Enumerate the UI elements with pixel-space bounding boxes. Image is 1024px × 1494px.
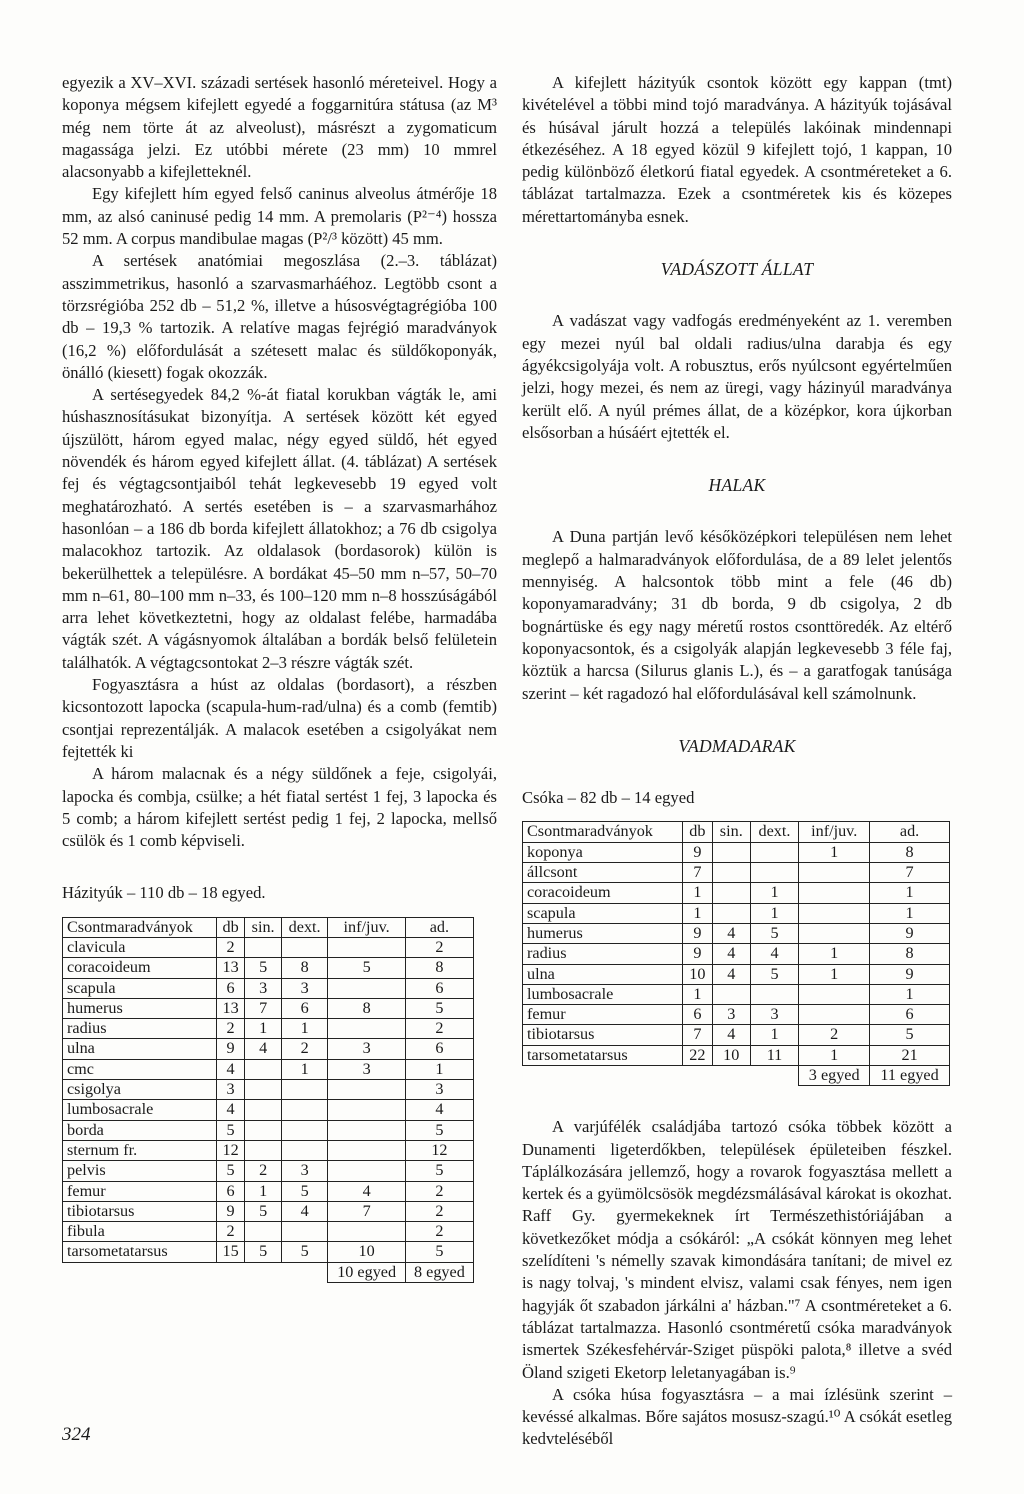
table-cell: 2	[281, 1039, 328, 1059]
table-cell: 4	[216, 1100, 245, 1120]
table-cell: 4	[712, 1025, 750, 1045]
table-blank-cell	[523, 1065, 799, 1085]
table-cell: 8	[405, 958, 473, 978]
table-header-row	[63, 917, 474, 937]
table-total-juv: 10 egyed	[328, 1262, 405, 1282]
table-cell: 1	[682, 903, 712, 923]
table-title-chicken: Házityúk – 110 db – 18 egyed.	[62, 883, 266, 903]
table-row	[523, 964, 950, 984]
table-cell	[750, 842, 799, 862]
table-cell: ulna	[523, 964, 683, 984]
chicken-bones-table	[62, 917, 474, 1283]
table-row	[523, 1025, 950, 1045]
paragraph: A vadászat vagy vadfogás eredményeként az 1. veremben egy mezei nyúl bal oldali radius/ulna darabja és egy ágyékcsigolyája volt. A robusztus, erős nyúlcsont egyértelműen jelzi, hogy mezei, és nem az üregi, vagy házinyúl maradványa került elő. A nyúl prémes állat, de a középkor, kora újkorban elsősorban a húsáért ejtették el.	[522, 311, 952, 442]
table-row	[63, 1059, 474, 1079]
table-cell: 4	[216, 1059, 245, 1079]
table-cell: 7	[682, 1025, 712, 1045]
table-total-row	[63, 1262, 474, 1282]
table-cell	[245, 1100, 281, 1120]
paragraph: A kifejlett házityúk csontok között egy kappan (tmt) kivételével a többi mind tojó maradványa. A házityúk tojásával és húsával járult hozzá a település lakóinak mindennapi étkezéséhez. A 18 egyed közül 9 kifejlett tojó, 1 kappan, 10 pedig különböző életkorú fiatal egyedek. A csontméreteket a 6. táblázat tartalmazza. Ezek a csontméretek kis és közepes mérettartományba esnek.	[522, 73, 952, 226]
table-cell: 1	[750, 883, 799, 903]
table-cell: 10	[682, 964, 712, 984]
table-cell	[281, 1222, 328, 1242]
table-row	[63, 1140, 474, 1160]
table-cell: 2	[245, 1161, 281, 1181]
table-cell	[799, 923, 870, 943]
table-cell: 7	[245, 998, 281, 1018]
table-row	[523, 1005, 950, 1025]
table-cell: 10	[712, 1045, 750, 1065]
table-cell: 3	[245, 978, 281, 998]
table-cell: clavicula	[63, 937, 217, 957]
table-cell: 9	[682, 923, 712, 943]
paragraph: A sertések anatómiai megoszlása (2.–3. táblázat) asszimmetrikus, hasonló a szarvasmarháéhoz. Legtöbb csont a törzsrégióba 252 db – 51,2 %, illetve a húsosvégtagrégióba 100 db – 19,3 % tartozik. A relatíve magas fejrégió maradványok (16,2 %) előfordulását a szétesett malac és süldőkoponyák, önálló (kiesett) fogak okozzák.	[62, 251, 497, 382]
table-cell: 5	[216, 1120, 245, 1140]
table-cell: 5	[245, 1201, 281, 1221]
table-cell	[328, 1140, 405, 1160]
paragraph: A sertésegyedek 84,2 %-át fiatal korukban vágták le, ami húshasznosításukat bizonyítja. A sertések között két egyed újszülött, három egyed malac, négy egyed süldő, hét egyed növendék és három egyed kifejlett állat. (4. táblázat) A sertések fej és végtagcsontjaiból tehát legkevesebb 19 egyed volt meghatározható. A sertés esetében is – a szarvasmarhához hasonlóan – a 186 db borda kifejlett állatokhoz; a 76 db csigolya malacokhoz tartozik. Az oldalasok (bordasorok) külön is bekerülhettek a településre. A bordákat 45–50 mm n–57, 50–70 mm n–61, 80–100 mm n–33, és 100–120 mm n–8 hosszúságából arra lehet következtetni, hogy az oldalast felébe, harmadába vágták szét. A vágásnyomok általában a bordák belső felületein találhatók. A végtagcsontokat 2–3 részre vágták szét.	[62, 385, 497, 672]
table-cell: 9	[870, 923, 950, 943]
table-row	[63, 1100, 474, 1120]
table-header-cell: dext.	[750, 822, 799, 842]
table-cell	[245, 937, 281, 957]
table-row	[523, 903, 950, 923]
page-number: 324	[62, 1424, 91, 1445]
table-cell: koponya	[523, 842, 683, 862]
table-cell	[750, 984, 799, 1004]
table-cell: radius	[63, 1019, 217, 1039]
table-cell: 12	[405, 1140, 473, 1160]
table-cell: 1	[750, 1025, 799, 1045]
table-cell	[712, 883, 750, 903]
table-cell	[750, 863, 799, 883]
table-cell: 11	[750, 1045, 799, 1065]
table-cell: 5	[245, 1242, 281, 1262]
table-row	[63, 1039, 474, 1059]
table-cell: 2	[405, 1201, 473, 1221]
table-header-cell: inf/juv.	[799, 822, 870, 842]
table-cell: femur	[523, 1005, 683, 1025]
table-cell	[245, 1222, 281, 1242]
table-cell: 2	[405, 937, 473, 957]
table-cell: 6	[870, 1005, 950, 1025]
table-cell	[245, 1080, 281, 1100]
table-cell: 1	[870, 903, 950, 923]
table-cell: ulna	[63, 1039, 217, 1059]
table-cell: 8	[870, 944, 950, 964]
table-cell: 4	[712, 964, 750, 984]
table-cell: 1	[281, 1019, 328, 1039]
table-row	[63, 937, 474, 957]
table-cell: 13	[216, 958, 245, 978]
table-cell: 3	[328, 1059, 405, 1079]
table-cell: tarsometatarsus	[63, 1242, 217, 1262]
table-cell: 1	[799, 964, 870, 984]
table-cell: humerus	[523, 923, 683, 943]
table-cell	[281, 1140, 328, 1160]
table-row	[523, 883, 950, 903]
table-cell	[245, 1059, 281, 1079]
table-cell: 9	[216, 1039, 245, 1059]
table-cell	[799, 863, 870, 883]
table-cell	[328, 1161, 405, 1181]
table-cell: 3	[328, 1039, 405, 1059]
table-cell: 6	[216, 1181, 245, 1201]
paragraph: A három malacnak és a négy süldőnek a feje, csigolyái, lapocka és combja, csülke; a hét fiatal sertést 1 fej, 3 lapocka és 5 comb; a három kifejlett sertést pedig 1 fej, 2 lapocka, mellső csülök és 1 comb képviseli.	[62, 764, 497, 851]
table-header-cell: Csontmaradványok	[63, 917, 217, 937]
table-cell: 1	[405, 1059, 473, 1079]
table-cell: 13	[216, 998, 245, 1018]
table-cell: csigolya	[63, 1080, 217, 1100]
table-cell: coracoideum	[523, 883, 683, 903]
table-cell: 2	[405, 1222, 473, 1242]
table-cell: állcsont	[523, 863, 683, 883]
table-cell: 3	[216, 1080, 245, 1100]
table-cell	[328, 1222, 405, 1242]
table-cell: 1	[281, 1059, 328, 1079]
table-title-jackdaw: Csóka – 82 db – 14 egyed	[522, 788, 695, 808]
table-cell: coracoideum	[63, 958, 217, 978]
table-header-row	[523, 822, 950, 842]
table-cell: 2	[799, 1025, 870, 1045]
table-cell: 2	[216, 1222, 245, 1242]
table-cell: 3	[750, 1005, 799, 1025]
table-cell: 3	[712, 1005, 750, 1025]
table-row	[63, 1019, 474, 1039]
table-cell: scapula	[63, 978, 217, 998]
table-cell	[281, 1100, 328, 1120]
table-cell: scapula	[523, 903, 683, 923]
table-cell: 6	[216, 978, 245, 998]
table-cell: cmc	[63, 1059, 217, 1079]
table-row	[63, 1181, 474, 1201]
table-cell	[281, 1080, 328, 1100]
table-cell: radius	[523, 944, 683, 964]
table-cell: 3	[405, 1080, 473, 1100]
table-cell: 9	[682, 944, 712, 964]
table-header-cell: inf/juv.	[328, 917, 405, 937]
table-cell: 5	[870, 1025, 950, 1045]
table-total-row	[523, 1065, 950, 1085]
left-column	[62, 72, 497, 1283]
table-cell: 21	[870, 1045, 950, 1065]
table-cell: 10	[328, 1242, 405, 1262]
table-cell: 9	[870, 964, 950, 984]
table-cell: humerus	[63, 998, 217, 1018]
table-row	[523, 984, 950, 1004]
table-cell	[799, 903, 870, 923]
table-cell: 9	[216, 1201, 245, 1221]
table-cell	[281, 1120, 328, 1140]
table-cell	[245, 1140, 281, 1160]
table-cell: 4	[281, 1201, 328, 1221]
table-header-cell: db	[216, 917, 245, 937]
table-cell: 5	[750, 923, 799, 943]
table-row	[63, 1222, 474, 1242]
right-column	[522, 72, 952, 1451]
table-cell	[712, 842, 750, 862]
table-cell	[281, 937, 328, 957]
table-cell: 8	[870, 842, 950, 862]
table-cell: lumbosacrale	[63, 1100, 217, 1120]
paragraph: A varjúfélék családjába tartozó csóka többek között a Dunamenti ligeterdőkben, települések épületeiben fészkel. Táplálkozására jellemző, hogy a rovarok fogyasztása mellett a kertek és a gyümölcsösök megdézsmálásával károkat is okozhat. Raff Gy. gyermekeknek írt Természethistóriájában a következőket módja a csókáról: „A csókát könnyen meg lehet szelídíteni 's némelly szavak kimondására tanítani; de mivel ez is nagy tolvaj, 's mindent elvisz, valami csak fényes, nem igen hagyják őt szabadon járkálni a' házban."⁷ A csontméreteket a 6. táblázat tartalmazza. Hasonló csontméretű csóka maradványok ismertek Székesfehérvár-Sziget püspöki palota,⁸ illetve a svéd Öland szigeti Eketorp leletanyagában is.⁹	[522, 1117, 952, 1382]
table-cell: 5	[216, 1161, 245, 1181]
table-cell	[328, 1120, 405, 1140]
table-cell: 7	[870, 863, 950, 883]
table-cell: sternum fr.	[63, 1140, 217, 1160]
table-row	[63, 998, 474, 1018]
table-cell: 1	[682, 883, 712, 903]
paragraph: Fogyasztásra a húst az oldalas (bordasort), a részben kicsontozott lapocka (scapula-hum-rad/ulna) és a comb (femtib) csontjai reprezentálják. A malacok esetében a csigolyákat nem fejtették ki	[62, 675, 497, 761]
table-cell: pelvis	[63, 1161, 217, 1181]
table-cell: 2	[216, 937, 245, 957]
table-cell	[328, 978, 405, 998]
paragraph: Egy kifejlett hím egyed felső caninus alveolus átmérője 18 mm, az alsó caninusé pedig 14 mm. A premolaris (P²⁻⁴) hossza 52 mm. A corpus mandibulae magas (P²/³ között) 45 mm.	[62, 184, 497, 249]
table-row	[63, 1120, 474, 1140]
table-cell	[328, 1080, 405, 1100]
table-cell: 4	[405, 1100, 473, 1120]
table-cell: 1	[245, 1181, 281, 1201]
table-cell: 1	[799, 1045, 870, 1065]
table-cell	[328, 1100, 405, 1120]
table-cell: 5	[281, 1242, 328, 1262]
table-row	[63, 958, 474, 978]
section-heading-fish: HALAK	[708, 475, 766, 496]
table-cell: 1	[750, 903, 799, 923]
table-cell: 1	[799, 842, 870, 862]
table-row	[523, 863, 950, 883]
table-cell: 5	[405, 1120, 473, 1140]
table-cell	[799, 1005, 870, 1025]
table-cell: 7	[682, 863, 712, 883]
table-cell: 3	[281, 1161, 328, 1181]
table-cell: 1	[682, 984, 712, 1004]
table-cell	[712, 984, 750, 1004]
table-row	[63, 978, 474, 998]
table-cell	[799, 883, 870, 903]
table-cell: 9	[682, 842, 712, 862]
table-cell: 4	[245, 1039, 281, 1059]
table-cell: 4	[712, 923, 750, 943]
table-header-cell: ad.	[405, 917, 473, 937]
table-total-ad: 8 egyed	[405, 1262, 473, 1282]
table-cell: 7	[328, 1201, 405, 1221]
table-cell	[328, 1019, 405, 1039]
table-cell: 4	[750, 944, 799, 964]
table-row	[523, 1045, 950, 1065]
table-cell: 4	[328, 1181, 405, 1201]
table-cell: 6	[281, 998, 328, 1018]
table-cell: 8	[281, 958, 328, 978]
table-cell: borda	[63, 1120, 217, 1140]
table-blank-cell	[63, 1262, 328, 1282]
table-cell: 22	[682, 1045, 712, 1065]
table-cell: fibula	[63, 1222, 217, 1242]
table-cell	[712, 863, 750, 883]
table-cell: 6	[682, 1005, 712, 1025]
table-header-cell: sin.	[245, 917, 281, 937]
section-heading-hunted: VADÁSZOTT ÁLLAT	[660, 259, 814, 280]
table-cell: lumbosacrale	[523, 984, 683, 1004]
table-header-cell: dext.	[281, 917, 328, 937]
table-cell: femur	[63, 1181, 217, 1201]
table-cell: 5	[405, 998, 473, 1018]
table-cell: 5	[245, 958, 281, 978]
table-cell	[328, 937, 405, 957]
table-cell: 15	[216, 1242, 245, 1262]
table-cell: 2	[216, 1019, 245, 1039]
table-cell	[712, 903, 750, 923]
table-cell: 2	[405, 1019, 473, 1039]
table-row	[523, 944, 950, 964]
table-cell: 1	[245, 1019, 281, 1039]
table-cell: 5	[328, 958, 405, 978]
table-cell: tibiotarsus	[523, 1025, 683, 1045]
table-header-cell: ad.	[870, 822, 950, 842]
table-row	[523, 842, 950, 862]
table-row	[63, 1201, 474, 1221]
jackdaw-bones-table	[522, 821, 950, 1086]
table-cell: tibiotarsus	[63, 1201, 217, 1221]
table-cell: 12	[216, 1140, 245, 1160]
table-cell: 6	[405, 1039, 473, 1059]
table-cell: 1	[799, 944, 870, 964]
table-cell	[245, 1120, 281, 1140]
table-cell: tarsometatarsus	[523, 1045, 683, 1065]
paragraph: A csóka húsa fogyasztásra – a mai ízlésünk szerint – kevéssé alkalmas. Bőre sajátos mosusz-szagú.¹⁰ A csókát esetleg kedvteléséből	[522, 1384, 952, 1449]
table-row	[523, 923, 950, 943]
table-header-cell: sin.	[712, 822, 750, 842]
table-cell: 1	[870, 883, 950, 903]
table-cell: 8	[328, 998, 405, 1018]
table-cell: 1	[870, 984, 950, 1004]
table-cell: 4	[712, 944, 750, 964]
table-row	[63, 1080, 474, 1100]
table-row	[63, 1161, 474, 1181]
table-cell: 5	[405, 1242, 473, 1262]
table-header-cell: db	[682, 822, 712, 842]
paragraph: A Duna partján levő későközépkori településen nem lehet meglepő a halmaradványok előfordulása, de a 89 lelet jelentős mennyiség. A halcsontok több mint a fele (46 db) koponyamaradvány; 31 db borda, 9 db csigolya, 2 db bognártüske és egy nagy méretű rostos csonttöredék. Az eltérő koponyacsontok, és a csigolyák alapján legkevesebb 3 féle faj, köztük a harcsa (Silurus glanis L.), és – a garatfogak tanúsága szerint – két ragadozó hal előfordulásával kell számolnunk.	[522, 527, 952, 703]
table-cell: 2	[405, 1181, 473, 1201]
paragraph: egyezik a XV–XVI. századi sertések hasonló méreteivel. Hogy a koponya mégsem kifejlett egyedé a foggarnitúra státusa (az M³ még nem törte át az alveolust), másrészt a zygomaticum magassága jelzi. Ez utóbbi mérete (23 mm) 10 mmrel alacsonyabb a kifejletteknél.	[62, 73, 497, 182]
table-row	[63, 1242, 474, 1262]
table-cell	[799, 984, 870, 1004]
section-heading-birds: VADMADARAK	[678, 735, 796, 756]
table-cell: 3	[281, 978, 328, 998]
table-cell: 5	[405, 1161, 473, 1181]
table-total-ad: 11 egyed	[870, 1065, 950, 1085]
table-cell: 5	[750, 964, 799, 984]
table-total-juv: 3 egyed	[799, 1065, 870, 1085]
table-header-cell: Csontmaradványok	[523, 822, 683, 842]
table-cell: 5	[281, 1181, 328, 1201]
table-cell: 6	[405, 978, 473, 998]
